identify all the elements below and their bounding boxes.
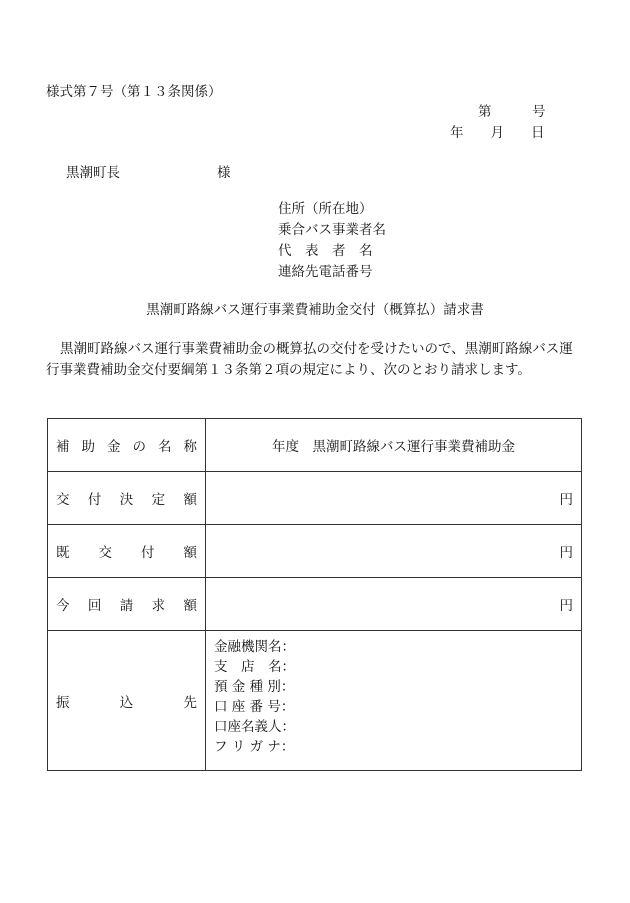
label-char: 既	[56, 545, 70, 561]
already-paid-value: 円	[206, 525, 582, 578]
label-char: 今	[56, 598, 70, 614]
spaced-label	[48, 594, 205, 614]
label-char: 先	[183, 694, 197, 711]
bank-info-cell	[206, 631, 582, 771]
label-char: 補	[56, 439, 70, 455]
label-char: 交	[98, 545, 112, 561]
label-char: 振	[56, 694, 70, 711]
label-char: 名	[158, 439, 172, 455]
document-title: 黒潮町路線バス運行事業費補助金交付（概算払）請求書	[146, 302, 484, 318]
bank-name-label: 金融機関名：	[214, 639, 295, 655]
table-row	[48, 419, 582, 472]
decided-amount-value: 円	[206, 472, 582, 525]
label-char: 交	[56, 492, 70, 508]
spaced-label	[48, 691, 205, 711]
document-number: 第 号	[478, 104, 546, 120]
spaced-label	[48, 541, 205, 561]
label-char: 額	[183, 492, 197, 508]
addressee-name: 黒潮町長	[66, 165, 120, 181]
applicant-phone-label: 連絡先電話番号	[278, 264, 373, 280]
row-label-cell	[48, 419, 206, 472]
label-char: 付	[141, 545, 155, 561]
account-type-label: 預 金 種 別：	[214, 679, 295, 695]
applicant-company-label: 乗合バス事業者名	[278, 222, 386, 238]
date-line: 年 月 日	[450, 125, 545, 141]
label-char: 請	[119, 598, 134, 614]
request-table	[47, 418, 582, 771]
table-row	[48, 631, 582, 771]
label-char: 付	[87, 492, 102, 508]
label-char: 称	[183, 439, 197, 455]
branch-name-label: 支 店 名：	[214, 659, 295, 675]
label-char: 回	[87, 598, 102, 614]
addressee-honorific: 様	[217, 165, 231, 181]
label-char: 込	[119, 694, 134, 711]
label-char: 助	[81, 439, 95, 455]
furigana-label: フ リ ガ ナ：	[214, 739, 295, 755]
bank-field-list	[206, 631, 581, 757]
label-char: 額	[183, 598, 197, 614]
row-label-cell	[48, 472, 206, 525]
applicant-block	[278, 199, 386, 283]
row-label-cell	[48, 525, 206, 578]
current-request-value: 円	[206, 578, 582, 631]
account-number-label: 口 座 番 号：	[214, 699, 295, 715]
table-row	[48, 472, 582, 525]
label-char: 求	[151, 598, 166, 614]
label-char: 定	[151, 492, 166, 508]
account-holder-label: 口座名義人：	[214, 719, 295, 735]
applicant-address-label: 住所（所在地）	[278, 201, 373, 217]
body-paragraph: 黒潮町路線バス運行事業費補助金の概算払の交付を受けたいので、黒潮町路線バス運行事業費補助金交付要綱第１３条第２項の規定により、次のとおり請求します。	[46, 341, 573, 378]
label-char: 金	[107, 439, 121, 455]
label-char: 決	[119, 492, 134, 508]
row-label-cell	[48, 631, 206, 771]
applicant-representative-label: 代 表 者 名	[278, 243, 373, 259]
label-char: の	[132, 439, 146, 455]
form-number: 様式第７号（第１３条関係）	[46, 84, 222, 100]
subsidy-name-value: 年度 黒潮町路線バス運行事業費補助金	[206, 419, 582, 472]
label-char: 額	[183, 545, 197, 561]
row-label-cell	[48, 578, 206, 631]
spaced-label	[48, 488, 205, 508]
table-row	[48, 525, 582, 578]
spaced-label	[48, 435, 205, 455]
table-row	[48, 578, 582, 631]
